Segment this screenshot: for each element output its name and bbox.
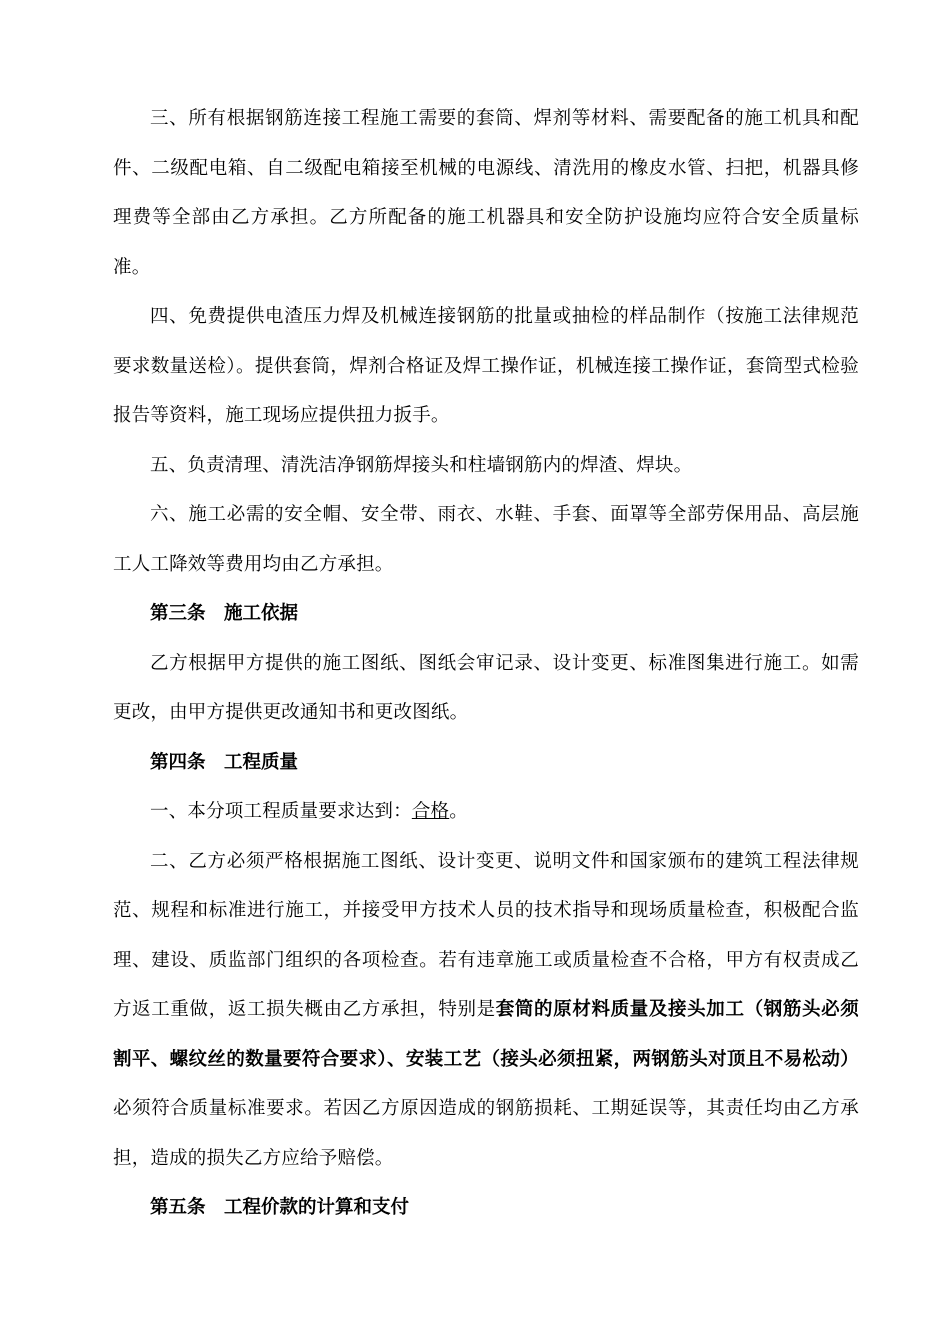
- clause-4-paragraph: 四、免费提供电渣压力焊及机械连接钢筋的批量或抽检的样品制作（按施工法律规范要求数量送检）。提供套筒，焊剂合格证及焊工操作证，机械连接工操作证，套筒型式检验报告等资料，施工现场应提供扭力扳手。: [113, 306, 859, 426]
- article-5-heading: 第五条 工程价款的计算和支付: [150, 1197, 410, 1218]
- article-3-heading: 第三条 施工依据: [150, 603, 299, 624]
- quality-details-part1: 二、乙方必须严格根据施工图纸、设计变更、说明文件和国家颁布的建筑工程法律规范、规程和标准进行施工，并接受甲方技术人员的技术指导和现场质量检查，积极配合监理、建设、质监部门组织的各项检查。若有违章施工或质量检查不合格，甲方有权责成乙方返工重做，返工损失概由乙方承担，特别是: [113, 850, 859, 1020]
- quality-requirement-suffix: 。: [449, 801, 468, 822]
- article-4-quality-details: [113, 837, 859, 1184]
- article-4-heading: 第四条 工程质量: [150, 751, 299, 773]
- quality-requirement-value: 合格: [411, 801, 450, 822]
- clause-6-paragraph: 六、施工必需的安全帽、安全带、雨衣、水鞋、手套、面罩等全部劳保用品、高层施工人工降效等费用均由乙方承担。: [113, 504, 859, 575]
- article-4-quality-requirement: [113, 787, 859, 837]
- article-3-text: 乙方根据甲方提供的施工图纸、图纸会审记录、设计变更、标准图集进行施工。如需更改，由甲方提供更改通知书和更改图纸。: [113, 652, 859, 723]
- quality-details-bold: 套筒的原材料质量及接头加工（钢筋头必须割平、螺纹丝的数量要符合要求）、安装工艺（接头必须扭紧，两钢筋头对顶且不易松动）: [113, 999, 859, 1070]
- quality-requirement-prefix: 一、本分项工程质量要求达到：: [150, 801, 412, 822]
- document-page: [113, 94, 859, 1233]
- clause-5-paragraph: 五、负责清理、清洗洁净钢筋焊接头和柱墙钢筋内的焊渣、焊块。: [150, 454, 693, 476]
- quality-details-part2: 必须符合质量标准要求。若因乙方原因造成的钢筋损耗、工期延误等，其责任均由乙方承担，造成的损失乙方应给予赔偿。: [113, 1098, 859, 1169]
- clause-3-paragraph: 三、所有根据钢筋连接工程施工需要的套筒、焊剂等材料、需要配备的施工机具和配件、二级配电箱、自二级配电箱接至机械的电源线、清洗用的橡皮水管、扫把，机器具修理费等全部由乙方承担。乙方所配备的施工机器具和安全防护设施均应符合安全质量标准。: [113, 108, 859, 278]
